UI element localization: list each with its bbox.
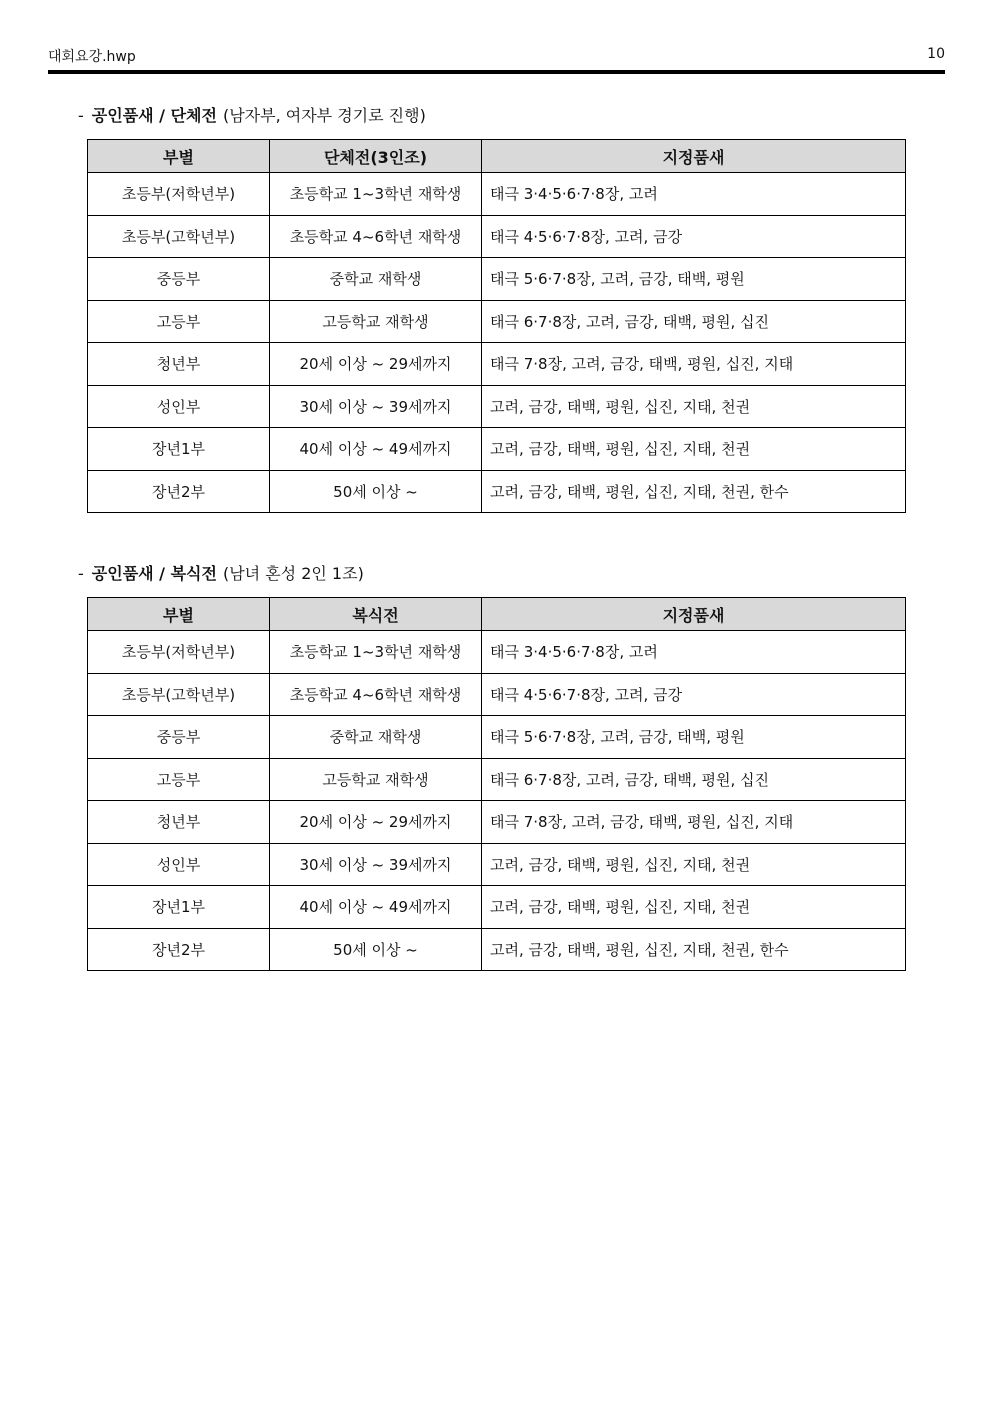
- table-row: [88, 758, 906, 801]
- table-header-row: [88, 598, 906, 631]
- cell-division: 초등부(고학년부): [88, 673, 270, 716]
- cell-division: 중등부: [88, 716, 270, 759]
- cell-poomsae: 태극 4·5·6·7·8장, 고려, 금강: [482, 215, 906, 258]
- table-row: [88, 385, 906, 428]
- cell-poomsae: 고려, 금강, 태백, 평원, 십진, 지태, 천권, 한수: [482, 470, 906, 513]
- table-body: [88, 631, 906, 971]
- cell-eligibility: 중학교 재학생: [270, 716, 482, 759]
- cell-poomsae: 태극 6·7·8장, 고려, 금강, 태백, 평원, 십진: [482, 758, 906, 801]
- section-title-team: [78, 103, 426, 126]
- table-row: [88, 300, 906, 343]
- header-rule: [48, 70, 945, 74]
- cell-poomsae: 고려, 금강, 태백, 평원, 십진, 지태, 천권: [482, 886, 906, 929]
- cell-poomsae: 태극 5·6·7·8장, 고려, 금강, 태백, 평원: [482, 716, 906, 759]
- table-row: [88, 215, 906, 258]
- table-header-row: [88, 140, 906, 173]
- section-dash: -: [78, 106, 84, 125]
- cell-division: 장년2부: [88, 928, 270, 971]
- table-body: [88, 173, 906, 513]
- cell-poomsae: 태극 7·8장, 고려, 금강, 태백, 평원, 십진, 지태: [482, 343, 906, 386]
- table-row: [88, 631, 906, 674]
- table-row: [88, 173, 906, 216]
- table-row: [88, 258, 906, 301]
- cell-division: 장년2부: [88, 470, 270, 513]
- cell-division: 성인부: [88, 843, 270, 886]
- cell-poomsae: 고려, 금강, 태백, 평원, 십진, 지태, 천권: [482, 428, 906, 471]
- section-note: (남자부, 여자부 경기로 진행): [222, 106, 426, 125]
- cell-division: 중등부: [88, 258, 270, 301]
- cell-poomsae: 태극 3·4·5·6·7·8장, 고려: [482, 631, 906, 674]
- section-dash: -: [78, 564, 84, 583]
- cell-eligibility: 20세 이상 ~ 29세까지: [270, 801, 482, 844]
- section-note: (남녀 혼성 2인 1조): [222, 564, 364, 583]
- cell-eligibility: 초등학교 1~3학년 재학생: [270, 173, 482, 216]
- column-header-poomsae: 지정품새: [482, 140, 906, 173]
- cell-eligibility: 고등학교 재학생: [270, 300, 482, 343]
- cell-poomsae: 고려, 금강, 태백, 평원, 십진, 지태, 천권, 한수: [482, 928, 906, 971]
- table-row: [88, 843, 906, 886]
- cell-poomsae: 태극 5·6·7·8장, 고려, 금강, 태백, 평원: [482, 258, 906, 301]
- cell-poomsae: 태극 7·8장, 고려, 금강, 태백, 평원, 십진, 지태: [482, 801, 906, 844]
- cell-eligibility: 중학교 재학생: [270, 258, 482, 301]
- cell-eligibility: 40세 이상 ~ 49세까지: [270, 428, 482, 471]
- table-row: [88, 886, 906, 929]
- section-heading: 공인품새 / 단체전: [91, 106, 217, 125]
- cell-poomsae: 고려, 금강, 태백, 평원, 십진, 지태, 천권: [482, 385, 906, 428]
- document-file-name: 대회요강.hwp: [48, 49, 136, 65]
- cell-poomsae: 고려, 금강, 태백, 평원, 십진, 지태, 천권: [482, 843, 906, 886]
- cell-division: 장년1부: [88, 886, 270, 929]
- cell-poomsae: 태극 4·5·6·7·8장, 고려, 금강: [482, 673, 906, 716]
- table-row: [88, 470, 906, 513]
- cell-division: 청년부: [88, 343, 270, 386]
- column-header-division: 부별: [88, 140, 270, 173]
- section-heading: 공인품새 / 복식전: [91, 564, 217, 583]
- cell-division: 초등부(저학년부): [88, 173, 270, 216]
- column-header-poomsae: 지정품새: [482, 598, 906, 631]
- cell-eligibility: 50세 이상 ~: [270, 928, 482, 971]
- cell-eligibility: 초등학교 4~6학년 재학생: [270, 673, 482, 716]
- cell-division: 성인부: [88, 385, 270, 428]
- cell-division: 고등부: [88, 758, 270, 801]
- cell-eligibility: 50세 이상 ~: [270, 470, 482, 513]
- section-title-pair: [78, 561, 364, 584]
- cell-eligibility: 30세 이상 ~ 39세까지: [270, 843, 482, 886]
- pair-pumsae-table: [87, 597, 906, 971]
- cell-eligibility: 초등학교 1~3학년 재학생: [270, 631, 482, 674]
- cell-eligibility: 20세 이상 ~ 29세까지: [270, 343, 482, 386]
- cell-division: 장년1부: [88, 428, 270, 471]
- cell-division: 초등부(고학년부): [88, 215, 270, 258]
- table-row: [88, 673, 906, 716]
- table-row: [88, 801, 906, 844]
- cell-division: 고등부: [88, 300, 270, 343]
- table-row: [88, 428, 906, 471]
- cell-division: 청년부: [88, 801, 270, 844]
- table-row: [88, 716, 906, 759]
- cell-eligibility: 30세 이상 ~ 39세까지: [270, 385, 482, 428]
- page-number: 10: [927, 46, 945, 62]
- cell-eligibility: 40세 이상 ~ 49세까지: [270, 886, 482, 929]
- cell-eligibility: 고등학교 재학생: [270, 758, 482, 801]
- column-header-eligibility: 단체전(3인조): [270, 140, 482, 173]
- cell-poomsae: 태극 3·4·5·6·7·8장, 고려: [482, 173, 906, 216]
- table-row: [88, 343, 906, 386]
- column-header-eligibility: 복식전: [270, 598, 482, 631]
- column-header-division: 부별: [88, 598, 270, 631]
- cell-eligibility: 초등학교 4~6학년 재학생: [270, 215, 482, 258]
- cell-division: 초등부(저학년부): [88, 631, 270, 674]
- team-pumsae-table: [87, 139, 906, 513]
- table-row: [88, 928, 906, 971]
- cell-poomsae: 태극 6·7·8장, 고려, 금강, 태백, 평원, 십진: [482, 300, 906, 343]
